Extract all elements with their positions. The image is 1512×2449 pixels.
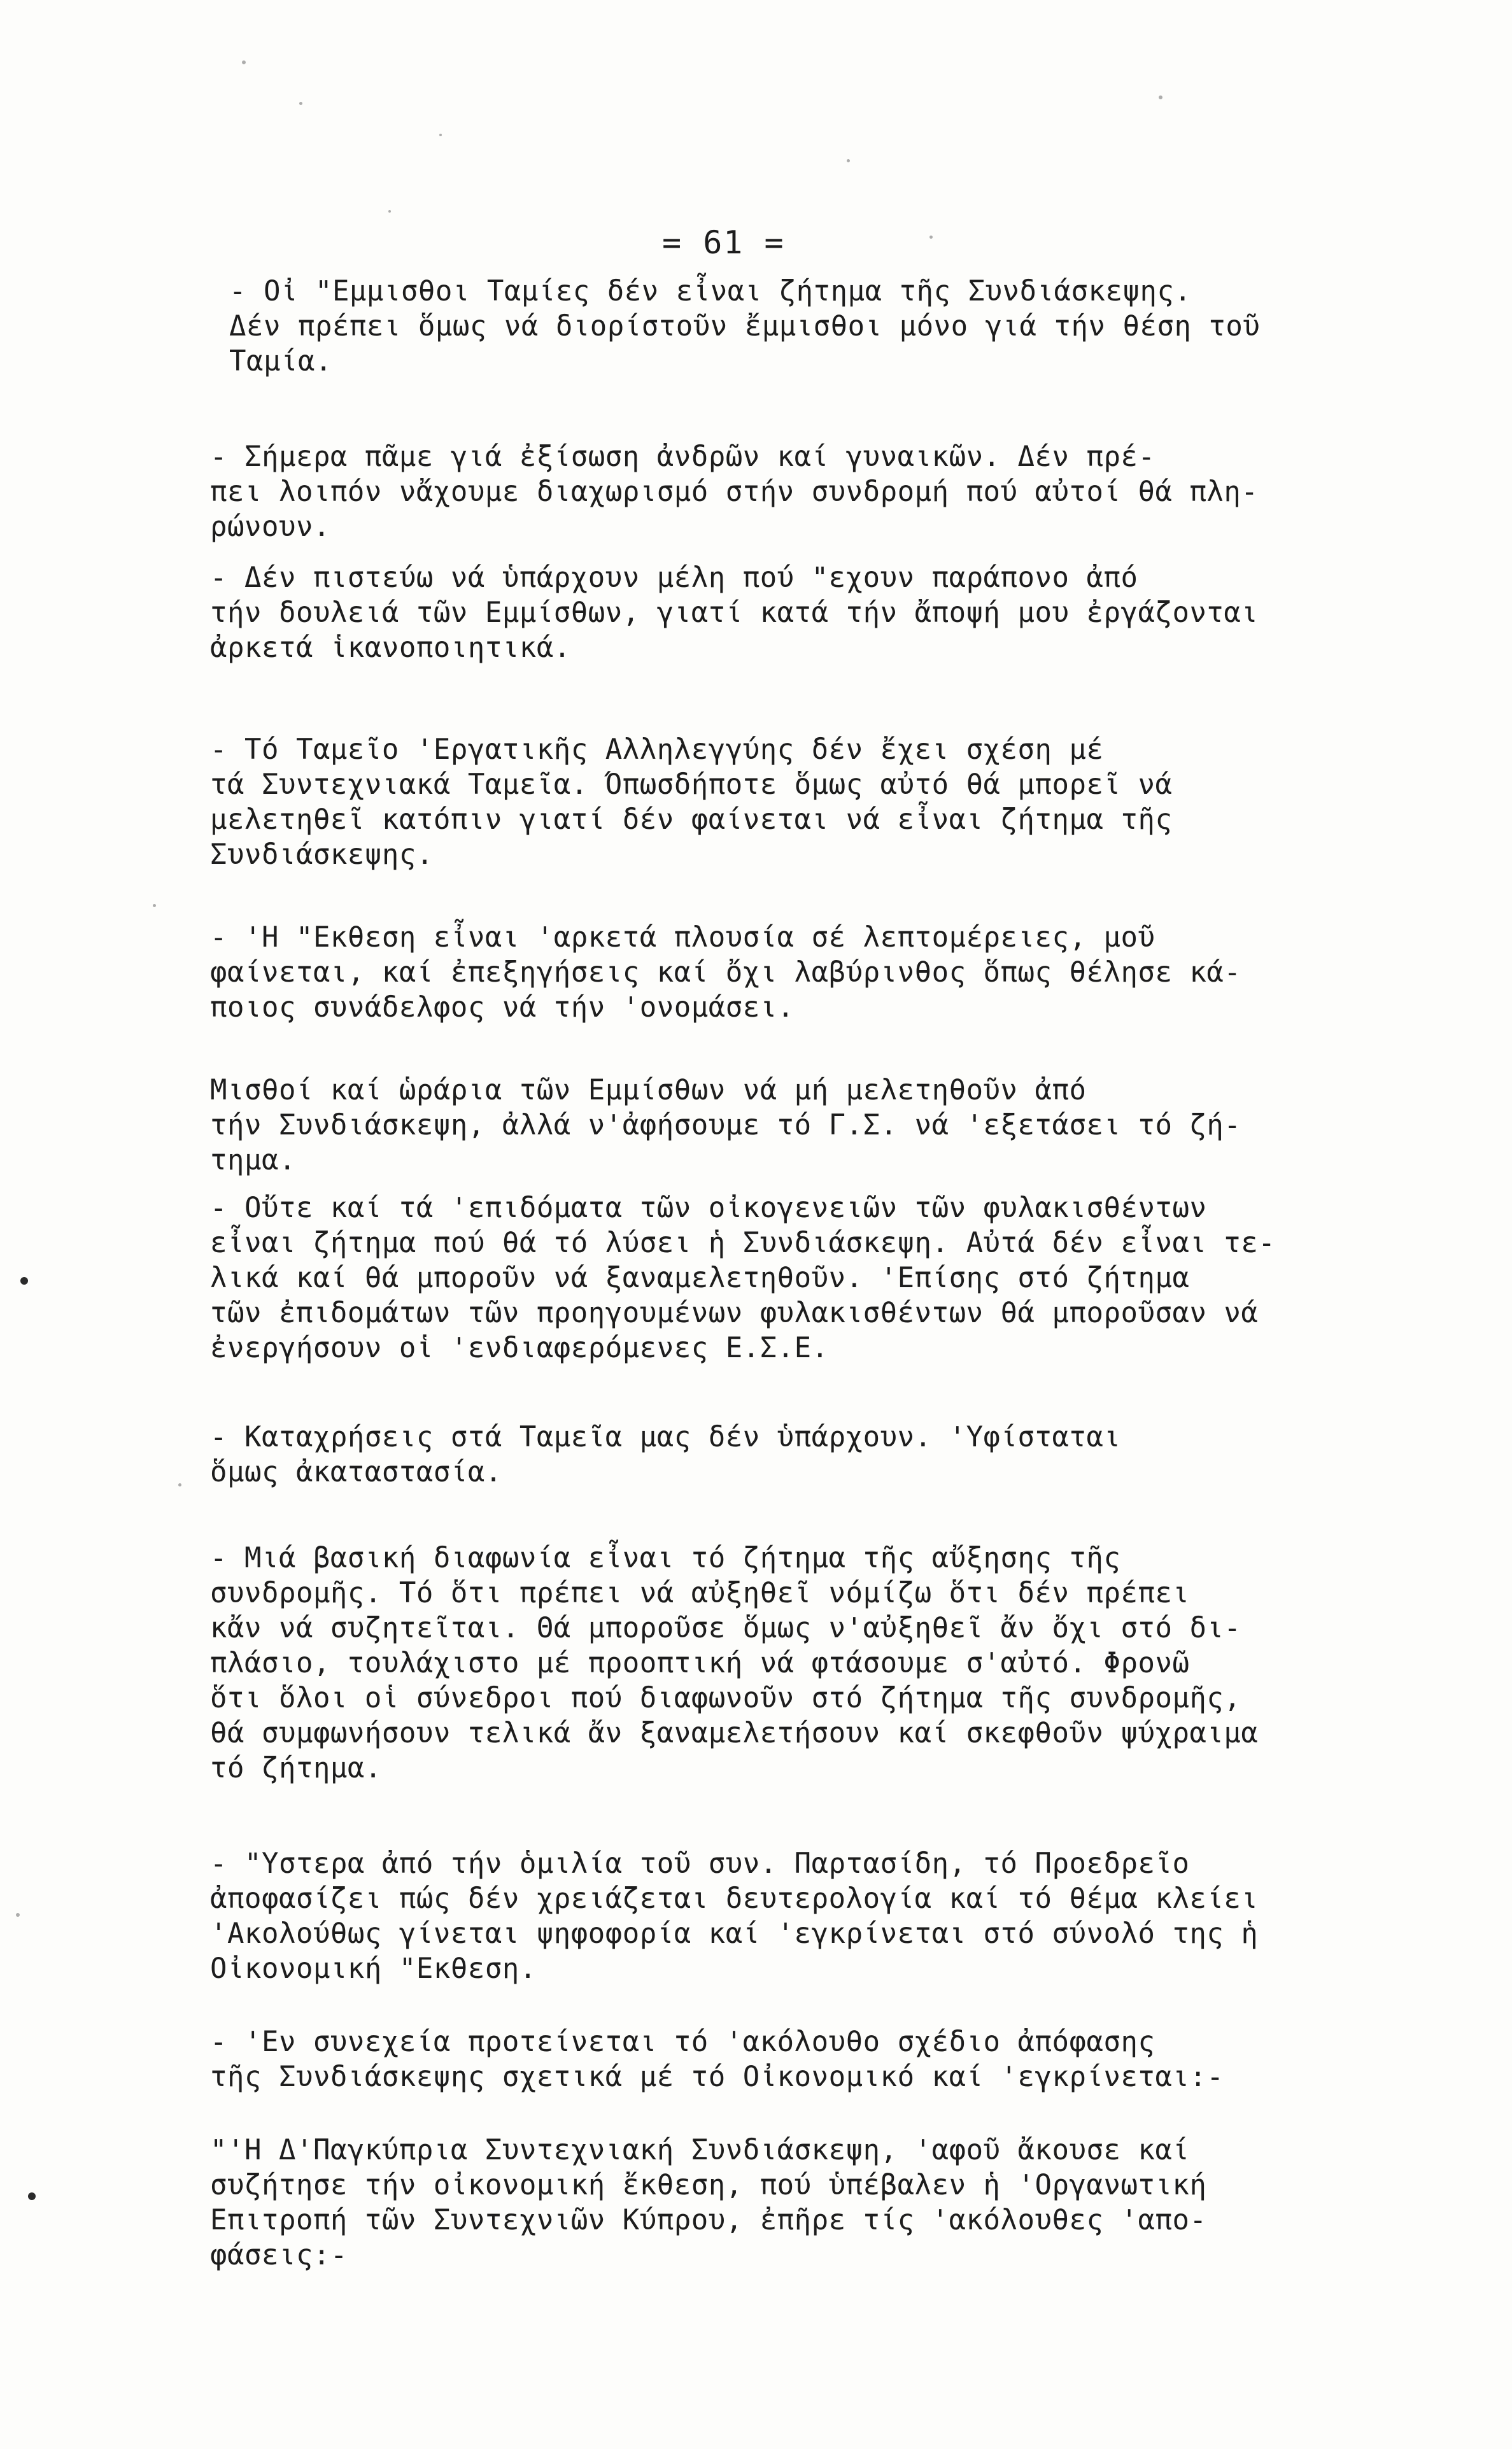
paragraph-12: "'Η Δ'Παγκύπρια Συντεχνιακή Συνδιάσκεψη, 'αφοῦ ἄκουσε καί συζήτησε τήν οἰκονομική ἔκθεση, πού ὑπέβαλεν ἡ 'Οργανωτική Επιτροπή τῶν Συντεχνιῶν Κύπρου, ἐπῆρε τίς 'ακόλουθες 'απο- φάσεις:- [210,2134,1207,2271]
scan-speck [929,236,933,239]
paragraph-7: - Οὔτε καί τά 'επιδόματα τῶν οἰκογενειῶν τῶν φυλακισθέντων εἶναι ζήτημα πού θά τό λύσει ἡ Συνδιάσκεψη. Αὐτά δέν εἶναι τε- λικά καί θά μποροῦν νά ξαναμελετηθοῦν. 'Επίσης στό ζήτημα τῶν ἐπιδομάτων τῶν προηγουμένων φυλακισθέντων θά μποροῦσαν νά ἐνεργήσουν οἱ 'ενδιαφερόμενες Ε.Σ.Ε. [210,1192,1276,1364]
paragraph-1: - Οἰ "Εμμισθοι Ταμίες δέν εἶναι ζήτημα τῆς Συνδιάσκεψης. Δέν πρέπει ὅμως νά διορίστοῦν ἔμμισθοι μόνο γιά τήν θέση τοῦ Ταμία. [229,275,1261,378]
margin-dot [28,2192,36,2200]
scan-speck [242,60,246,64]
paragraph-4: - Τό Ταμεῖο 'Εργατικῆς Αλληλεγγύης δέν ἔχει σχέση μέ τά Συντεχνιακά Ταμεῖα. Όπωσδήποτε ὅμως αὐτό θά μπορεῖ νά μελετηθεῖ κατόπιν γιατί δέν φαίνεται νά εἶναι ζήτημα τῆς Συνδιάσκεψης. [210,733,1173,871]
margin-dot [20,1277,28,1285]
scan-speck [16,1913,20,1917]
scan-speck [1159,95,1162,99]
paragraph-8: - Καταχρήσεις στά Ταμεῖα μας δέν ὑπάρχουν. 'Υφίσταται ὅμως ἀκαταστασία. [210,1421,1121,1488]
paragraph-5: - 'Η "Εκθεση εἶναι 'αρκετά πλουσία σέ λεπτομέρειες, μοῦ φαίνεται, καί ἐπεξηγήσεις καί ὄχι λαβύρινθος ὅπως θέλησε κά- ποιος συνάδελφος νά τήν 'ονομάσει. [210,921,1241,1024]
scan-speck [299,102,302,105]
scan-speck [388,210,391,213]
paragraph-11: - 'Εν συνεχεία προτείνεται τό 'ακόλουθο σχέδιο ἀπόφασης τῆς Συνδιάσκεψης σχετικά μέ τό Οἰκονομικό καί 'εγκρίνεται:- [210,2026,1224,2093]
paragraph-6: Μισθοί καί ὡράρια τῶν Εμμίσθων νά μή μελετηθοῦν ἀπό τήν Συνδιάσκεψη, ἀλλά ν'ἀφήσουμε τό Γ.Σ. νά 'εξετάσει τό ζή- τημα. [210,1074,1241,1176]
scan-speck [847,159,850,162]
paragraph-2: - Σήμερα πᾶμε γιά ἐξίσωση ἀνδρῶν καί γυναικῶν. Δέν πρέ- πει λοιπόν νἄχουμε διαχωρισμό στήν συνδρομή πού αὐτοί θά πλη- ρώνουν. [210,441,1259,543]
scan-speck [178,1483,181,1486]
scan-speck [439,134,442,136]
paragraph-9: - Μιά βασική διαφωνία εἶναι τό ζήτημα τῆς αὔξησης τῆς συνδρομῆς. Τό ὅτι πρέπει νά αὐξηθεῖ νόμίζω ὅτι δέν πρέπει κἄν νά συζητεῖται. Θά μποροῦσε ὅμως ν'αὐξηθεῖ ἄν ὄχι στό δι- πλάσιο, τουλάχιστο μέ προοπτική νά φτάσουμε σ'αὐτό. Φρονῶ ὅτι ὅλοι οἱ σύνεδροι πού διαφωνοῦν στό ζήτημα τῆς συνδρομῆς, θά συμφωνήσουν τελικά ἄν ξαναμελετήσουν καί σκεφθοῦν ψύχραιμα τό ζήτημα. [210,1542,1259,1784]
paragraph-10: - "Υστερα ἀπό τήν ὁμιλία τοῦ συν. Παρτασίδη, τό Προεδρεῖο ἀποφασίζει πώς δέν χρειάζεται δευτερολογία καί τό θέμα κλείει 'Ακολούθως γίνεται ψηφοφορία καί 'εγκρίνεται στό σύνολό της ἡ Οἰκονομική "Εκθεση. [210,1847,1259,1985]
scan-speck [153,904,156,907]
page-number: = 61 = [662,224,785,261]
paragraph-3: - Δέν πιστεύω νά ὑπάρχουν μέλη πού "εχουν παράπονο ἀπό τήν δουλειά τῶν Εμμίσθων, γιατί κατά τήν ἄποψή μου ἐργάζονται ἀρκετά ἱκανοποιητικά. [210,561,1259,664]
